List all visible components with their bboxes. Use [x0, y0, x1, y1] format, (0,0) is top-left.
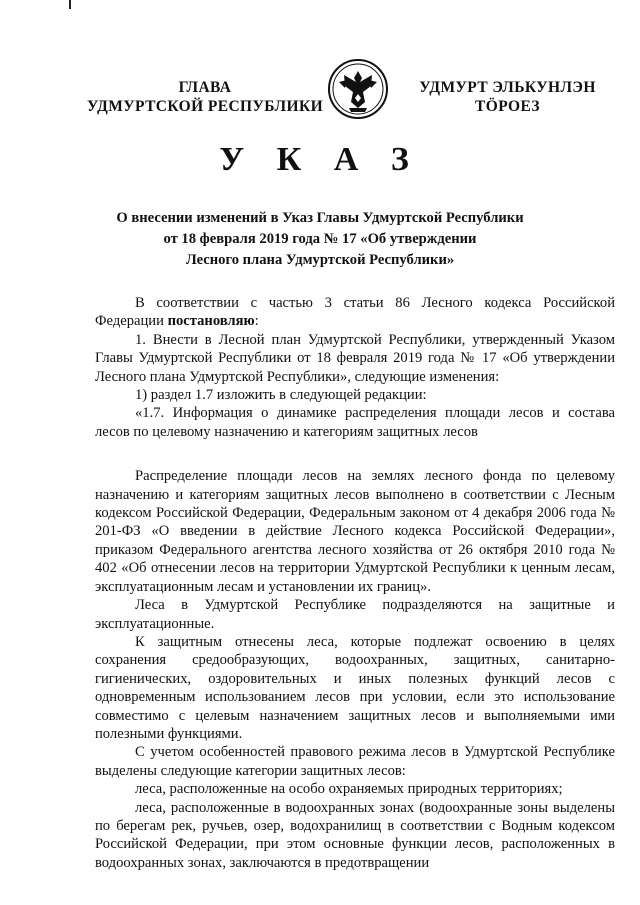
header-right-line2: ТӦРОЕЗ	[475, 98, 540, 115]
paragraph-subitem-1: 1) раздел 1.7 изложить в следующей редакции:	[135, 387, 427, 404]
udmurt-coat-of-arms-icon	[327, 58, 389, 120]
subject-line1: О внесении изменений в Указ Главы Удмуртской Республики	[116, 210, 524, 226]
paragraph-distribution: Распределение площади лесов на землях лесного фонда по целевому назначению и категориям защитных лесов выполнено в соответствии с Лесным кодексом Российской Федерации, Федеральным законом от 4 декабря 2006 года № 201-ФЗ «О введении в действие Лесного кодекса Российской Федерации», приказом Федерального агентства лесного хозяйства от 26 октября 2010 года № 402 «Об отнесении лесов на территории Удмуртской Республики к ценным лесам, эксплуатационным лесам и установлении их границ».	[95, 468, 615, 595]
paragraph-preamble	[95, 294, 615, 331]
document-title: У К А З	[219, 141, 421, 178]
subject-line3: Лесного плана Удмуртской Республики»	[185, 252, 455, 268]
paragraph-forest-types: Леса в Удмуртской Республике подразделяются на защитные и эксплуатационные.	[95, 597, 615, 632]
paragraph-protected-areas: леса, расположенные на особо охраняемых природных территориях;	[135, 781, 563, 798]
preamble-text: В соответствии с частью 3 статьи 86 Лесного кодекса Российской Федерации	[95, 295, 615, 330]
header-right	[410, 78, 605, 116]
paragraph-water-zones: леса, расположенные в водоохранных зонах (водоохранные зоны выделены по берегам рек, ручьев, озер, водохранилищ в соответствии с Водным кодексом Российской Федерации, при этом основные функции лесов, расположенных в водоохранных зонах, заключаются в предотвращении	[95, 799, 615, 871]
decree-word: постановляю	[167, 313, 255, 330]
document-body	[95, 294, 615, 872]
header-left	[80, 78, 330, 116]
subject-line2: от 18 февраля 2019 года № 17 «Об утверждении	[163, 231, 477, 247]
paragraph-categories: С учетом особенностей правового режима лесов в Удмуртской Республике выделены следующие категории защитных лесов:	[95, 744, 615, 779]
scan-mark	[69, 0, 71, 9]
paragraph-section-title: «1.7. Информация о динамике распределения площади лесов и состава лесов по целевому назначению и категориям защитных лесов	[95, 405, 615, 440]
document-subject	[0, 208, 640, 271]
header-right-line1: УДМУРТ ЭЛЬКУНЛЭН	[419, 79, 596, 96]
preamble-end: :	[254, 313, 259, 330]
paragraph-item-1: 1. Внести в Лесной план Удмуртской Республики, утвержденный Указом Главы Удмуртской Республики от 18 февраля 2019 года № 17 «Об утверждении Лесного плана Удмуртской Республики», следующие изменения:	[95, 331, 615, 385]
header-left-line1: ГЛАВА	[178, 79, 232, 96]
header-left-line2: УДМУРТСКОЙ РЕСПУБЛИКИ	[86, 98, 324, 115]
paragraph-protective: К защитным отнесены леса, которые подлежат освоению в целях сохранения средообразующих, водоохранных, защитных, санитарно-гигиенических, оздоровительных и иных полезных функций лесов с одновременным использованием лесов при условии, если это использование совместимо с целевым назначением защитных лесов и выполняемыми ими полезными функциями.	[95, 633, 615, 742]
